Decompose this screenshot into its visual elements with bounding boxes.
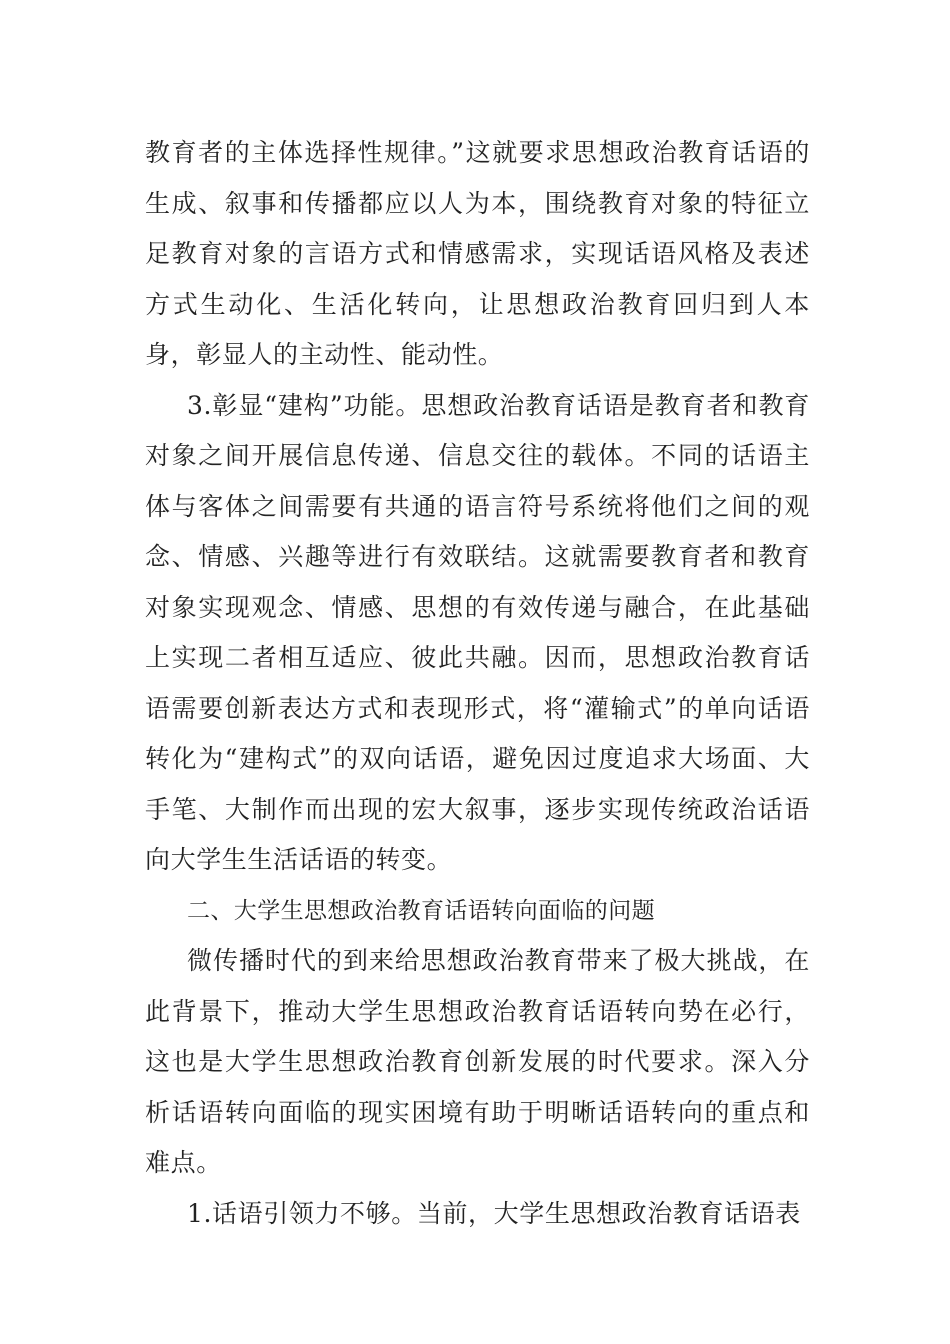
section-heading: 二、大学生思想政治教育话语转向面临的问题 — [187, 897, 655, 924]
paragraph-construct-function: 3.彰显“建构”功能。思想政治教育话语是教育者和教育对象之间开展信息传递、信息交往的载体。不同的话语主体与客体之间需要有共通的语言符号系统将他们之间的观念、情感、兴趣等进行有效联结。这就需要教育者和教育对象实现观念、情感、思想的有效传递与融合，在此基础上实现二者相互适应、彼此共融。因而，思想政治教育话语需要创新表达方式和表现形式，将“灌输式”的单向话语转化为“建构式”的双向话语，避免因过度追求大场面、大手笔、大制作而出现的宏大叙事，逐步实现传统政治话语向大学生生活话语的转变。 — [145, 390, 810, 874]
document-page — [145, 128, 810, 1239]
paragraph-micro-communication: 微传播时代的到来给思想政治教育带来了极大挑战，在此背景下，推动大学生思想政治教育话语转向势在必行，这也是大学生思想政治教育创新发展的时代要求。深入分析话语转向面临的现实困境有助于明晰话语转向的重点和难点。 — [145, 946, 810, 1177]
paragraph-leading-power: 1.话语引领力不够。当前，大学生思想政治教育话语表 — [187, 1198, 801, 1228]
paragraph-continuation: 教育者的主体选择性规律。”这就要求思想政治教育话语的生成、叙事和传播都应以人为本，围绕教育对象的特征立足教育对象的言语方式和情感需求，实现话语风格及表述方式生动化、生活化转向，让思想政治教育回归到人本身，彰显人的主动性、能动性。 — [145, 138, 810, 369]
